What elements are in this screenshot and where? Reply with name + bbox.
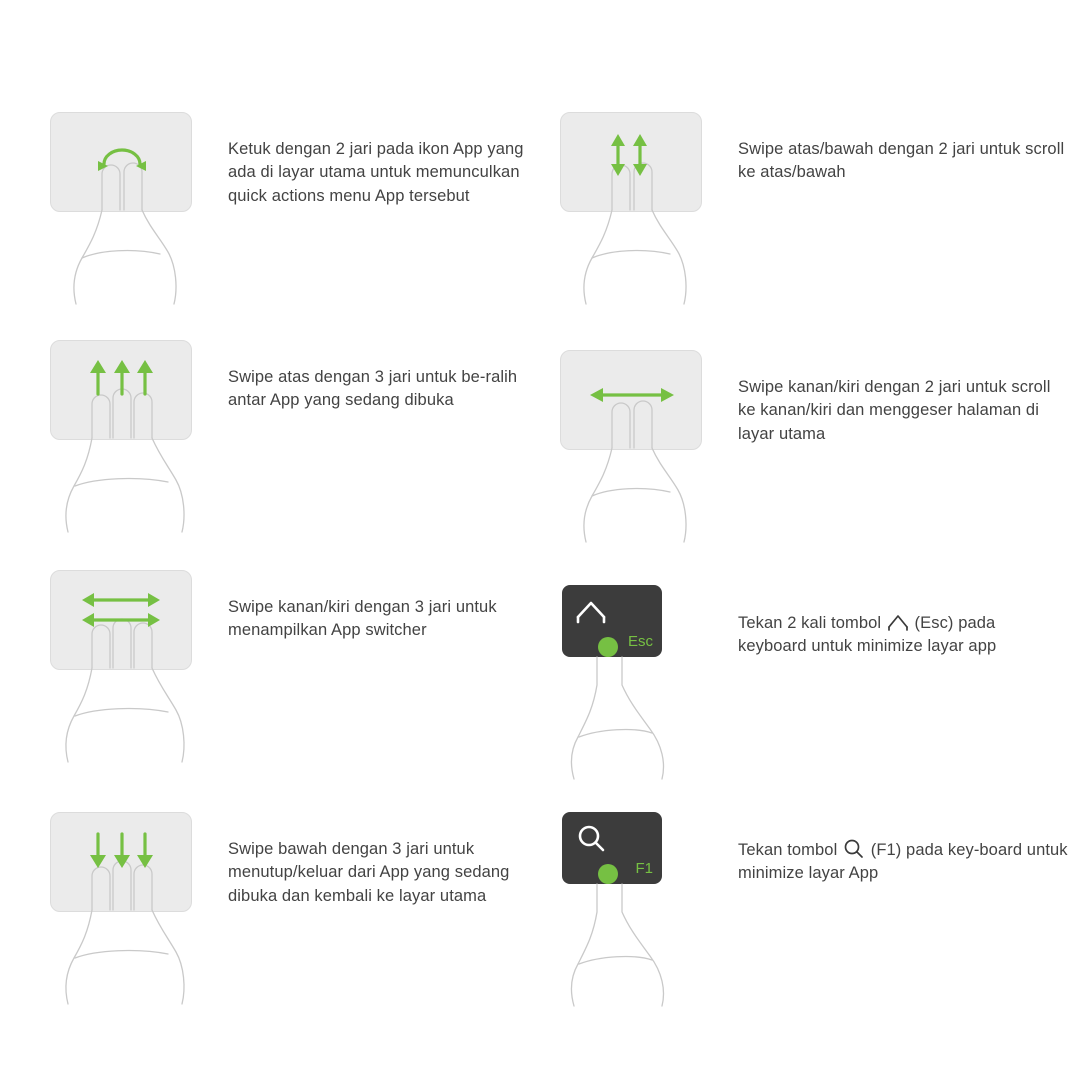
f1-key-label: F1 — [635, 860, 653, 877]
caption-three-finger-swipe-horizontal: Swipe kanan/kiri dengan 3 jari untuk menampilkan App switcher — [228, 598, 497, 640]
caption-f1-before: Tekan tombol — [738, 841, 838, 859]
caption-f1-after: (F1) pada key-board untuk minimize layar App — [738, 841, 1068, 883]
gesture-item-three-finger-swipe-down — [42, 812, 542, 1002]
esc-key-label: Esc — [627, 633, 653, 650]
gesture-item-two-finger-swipe-vertical — [552, 112, 1072, 302]
gesture-item-three-finger-swipe-horizontal — [42, 570, 542, 760]
caption-three-finger-swipe-up: Swipe atas dengan 3 jari untuk be-ralih antar App yang sedang dibuka — [228, 368, 518, 410]
three-finger-swipe-up-figure — [42, 340, 212, 530]
three-finger-swipe-left-right-icon — [42, 570, 212, 765]
finger-pressing-key-icon — [552, 585, 722, 780]
two-finger-tap-icon — [42, 112, 212, 307]
two-finger-tap-figure — [42, 112, 212, 302]
search-icon-inline — [842, 838, 866, 860]
two-finger-swipe-left-right-icon — [552, 350, 722, 545]
esc-key-figure — [552, 585, 722, 775]
caption-esc-after: (Esc) pada keyboard untuk minimize layar app — [738, 614, 997, 656]
three-finger-swipe-down-figure — [42, 812, 212, 1002]
gesture-item-three-finger-swipe-up — [42, 340, 542, 530]
three-finger-swipe-down-icon — [42, 812, 212, 1007]
gesture-item-two-finger-swipe-horizontal — [552, 350, 1072, 540]
caption-f1-key — [738, 812, 1068, 886]
caption-esc-before: Tekan 2 kali tombol — [738, 614, 882, 632]
caption-two-finger-swipe-vertical: Swipe atas/bawah dengan 2 jari untuk scroll ke atas/bawah — [738, 140, 1065, 182]
home-icon-inline — [886, 611, 910, 633]
shortcut-item-esc-key — [552, 585, 1072, 775]
three-finger-swipe-up-icon — [42, 340, 212, 535]
caption-two-finger-swipe-horizontal: Swipe kanan/kiri dengan 2 jari untuk scroll ke kanan/kiri dan menggeser halaman di layar utama — [738, 378, 1051, 443]
finger-pressing-key-icon — [552, 812, 722, 1007]
three-finger-swipe-horizontal-figure — [42, 570, 212, 760]
caption-three-finger-swipe-down: Swipe bawah dengan 3 jari untuk menutup/keluar dari App yang sedang dibuka dan kembali ke layar utama — [228, 840, 510, 905]
two-finger-swipe-up-down-icon — [552, 112, 722, 307]
shortcut-item-f1-key — [552, 812, 1072, 1002]
two-finger-swipe-horizontal-figure — [552, 350, 722, 540]
caption-two-finger-tap: Ketuk dengan 2 jari pada ikon App yang ada di layar utama untuk memunculkan quick actions menu App tersebut — [228, 140, 524, 205]
two-finger-swipe-vertical-figure — [552, 112, 722, 302]
f1-key-figure — [552, 812, 722, 1002]
gesture-item-two-finger-tap — [42, 112, 542, 302]
caption-esc-key — [738, 585, 1068, 659]
